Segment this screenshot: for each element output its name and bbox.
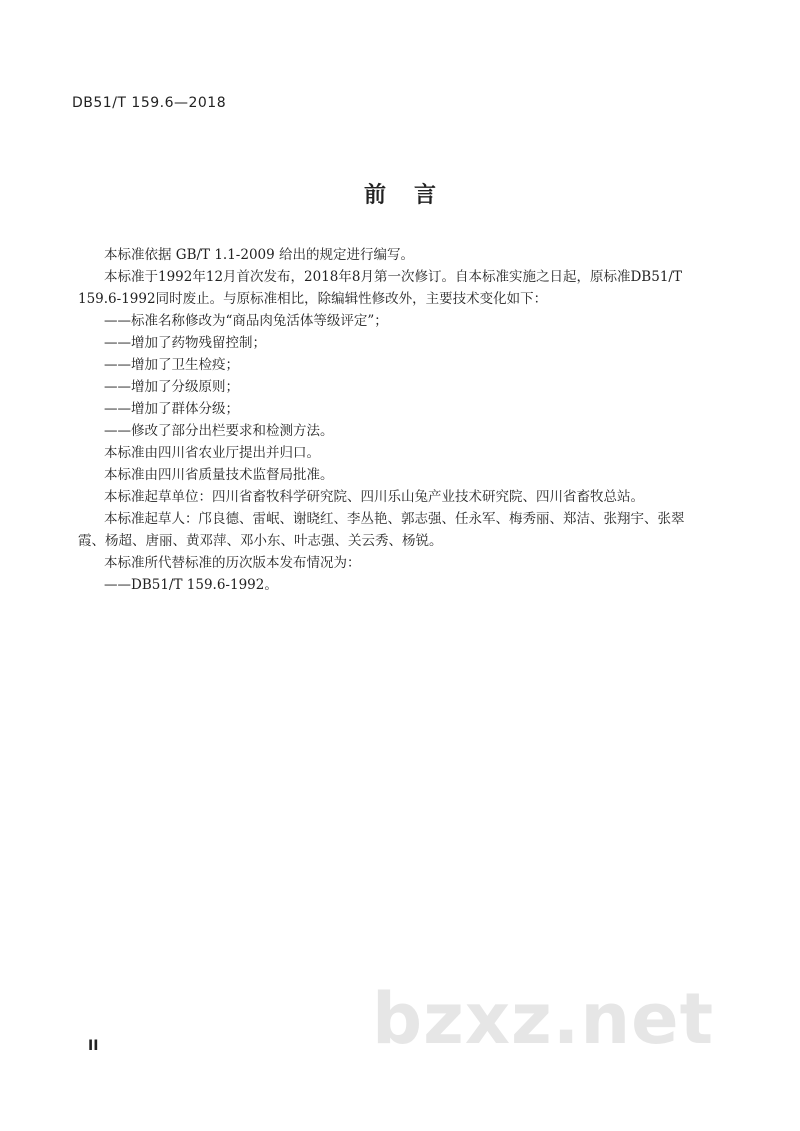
page-title: [0, 178, 800, 209]
change-item: ——增加了群体分级；: [104, 401, 239, 417]
paragraph-drafting-units: 本标准起草单位：四川省畜牧科学研究院、四川乐山兔产业技术研究院、四川省畜牧总站。: [104, 489, 644, 505]
paragraph-drafters: 本标准起草人：邝良德、雷岷、谢晓红、李丛艳、郭志强、任永军、梅秀丽、郑洁、张翔宇、张翠: [104, 511, 685, 527]
foreword-body: [78, 244, 726, 596]
paragraph-history-cont: 159.6-1992同时废止。与原标准相比，除编辑性修改外，主要技术变化如下：: [78, 291, 548, 307]
page-number: II: [88, 1038, 99, 1054]
document-number: DB51/T 159.6—2018: [72, 95, 227, 111]
paragraph-drafters-cont: 霞、杨超、唐丽、黄邓萍、邓小东、叶志强、关云秀、杨锐。: [78, 533, 443, 549]
change-item: ——标准名称修改为“商品肉兔活体等级评定”；: [104, 313, 388, 329]
paragraph-proposer: 本标准由四川省农业厅提出并归口。: [104, 445, 320, 461]
change-item: ——增加了分级原则；: [104, 379, 239, 395]
title-char-1: 前: [363, 183, 386, 208]
paragraph-basis: 本标准依据 GB/T 1.1-2009 给出的规定进行编写。: [104, 247, 415, 263]
change-item: ——增加了卫生检疫；: [104, 357, 239, 373]
paragraph-approver: 本标准由四川省质量技术监督局批准。: [104, 467, 334, 483]
change-item: ——修改了部分出栏要求和检测方法。: [104, 423, 334, 439]
title-char-2: 言: [414, 183, 437, 208]
change-item: ——增加了药物残留控制；: [104, 335, 266, 351]
paragraph-history: 本标准于1992年12月首次发布，2018年8月第一次修订。自本标准实施之日起，原标准DB51/T: [104, 269, 682, 285]
watermark: bzxz.net: [372, 978, 715, 1060]
previous-edition-item: ——DB51/T 159.6-1992。: [104, 577, 278, 593]
paragraph-previous-editions: 本标准所代替标准的历次版本发布情况为：: [104, 555, 361, 571]
